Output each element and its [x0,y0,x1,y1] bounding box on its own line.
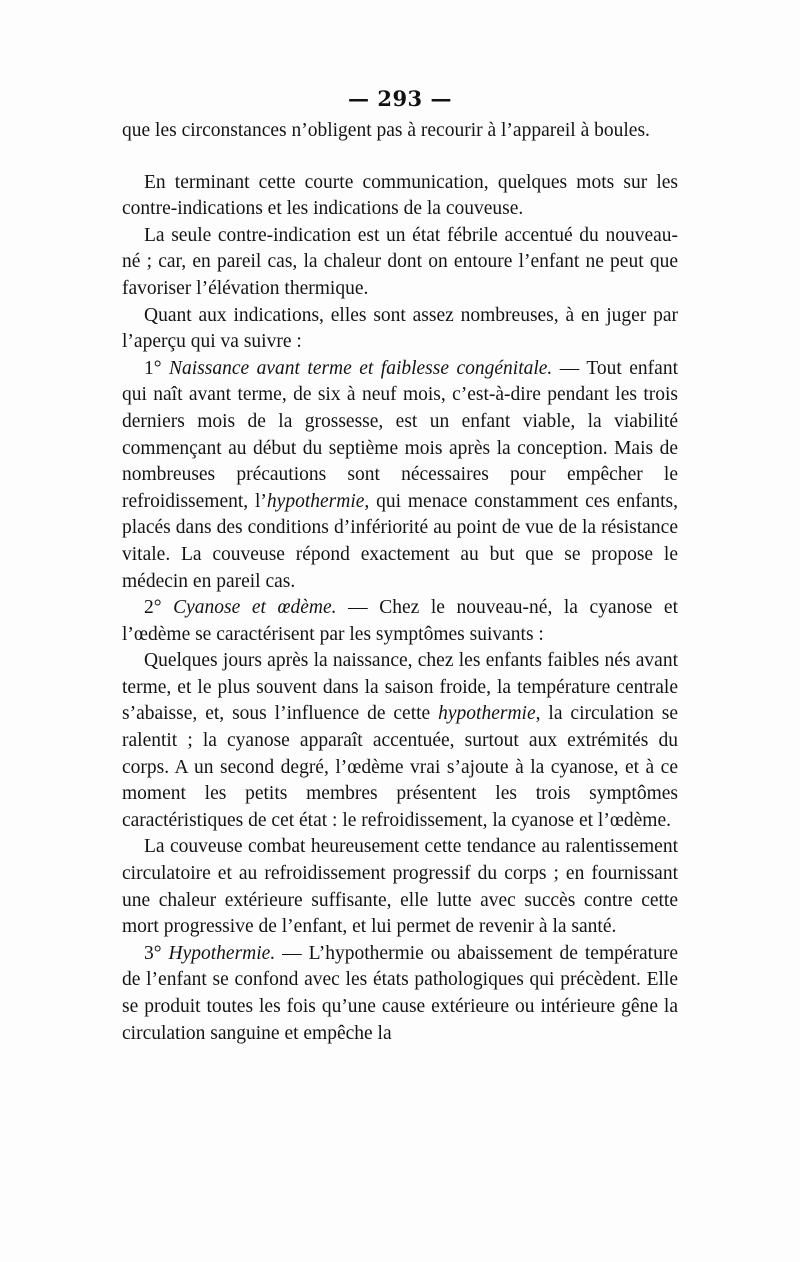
paragraph-item-3 [122,941,678,1047]
paragraph-text: , la circulation se ralentit ; la cyanose apparaît accentuée, surtout aux extrémités du corps. A un second degré, l’œdème vrai s’ajoute à la cyanose, et à ce moment les petits membres présentent les trois symptômes caractéristiques de cet état : le refroidissement, la cyanose et l’œdème. [122,703,678,831]
paragraph-item-2 [122,595,678,648]
paragraph-couveuse: La couveuse combat heureusement cette tendance au ralentissement circulatoire et au refroidissement progressif du corps ; en fournissant une chaleur extérieure suffisante, elle lutte avec succès contre cette mort progressive de l’enfant, et lui permet de revenir à la santé. [122,836,678,938]
italic-term: hypothermie [266,490,365,512]
paragraph-item-1 [122,356,678,595]
item-title: Hypothermie. [168,942,276,964]
paragraph-intro: En terminant cette courte communication, quelques mots sur les contre-indications et les indications de la couveuse. [122,171,678,220]
body-text [122,118,678,1047]
item-number: 1° [144,357,162,379]
item-text: — Chez le nouveau-né, la cyanose et l’œdème se caractérisent par les symptômes suivants : [122,597,678,645]
page-number: — 293 — [348,86,452,111]
item-text: — L’hypothermie ou abaissement de température de l’enfant se confond avec les états pathologiques qui précèdent. Elle se produit toutes les fois qu’une cause extérieure ou intérieure gêne la circulation sanguine et empêche la [122,942,678,1044]
item-number: 3° [144,942,162,964]
item-number: 2° [144,597,162,619]
item-title: Naissance avant terme et faiblesse congénitale. [169,357,553,379]
item-text: , qui menace constamment ces enfants, placés dans des conditions d’infériorité au point de vue de la résistance vitale. La couveuse répond exactement au but que se propose le médecin en pareil cas. [122,490,678,592]
paragraph-contre-indication: La seule contre-indication est un état fébrile accentué du nouveau-né ; car, en pareil cas, la chaleur dont on entoure l’enfant ne peut que favoriser l’élévation thermique. [122,224,678,299]
item-title: Cyanose et œdème. [173,597,337,619]
paragraph-text: Quelques jours après la naissance, chez les enfants faibles nés avant terme, et le plus souvent dans la saison froide, la température centrale s’abaisse, et, sous l’influence de cette [122,650,678,725]
paragraph-indications: Quant aux indications, elles sont assez nombreuses, à en juger par l’aperçu qui va suivre : [122,304,678,353]
italic-term: hypothermie [438,703,536,725]
paragraph-continuation: que les circonstances n’obligent pas à recourir à l’appareil à boules. [122,120,650,141]
paragraph-symptoms [122,648,678,834]
item-text: — Tout enfant qui naît avant terme, de six à neuf mois, c’est-à-dire pendant les trois derniers mois de la grossesse, est un enfant viable, la viabilité commençant au début du septième mois après la conception. Mais de nombreuses précautions sont nécessaires pour empêcher le refroidissement, l’ [122,357,678,512]
